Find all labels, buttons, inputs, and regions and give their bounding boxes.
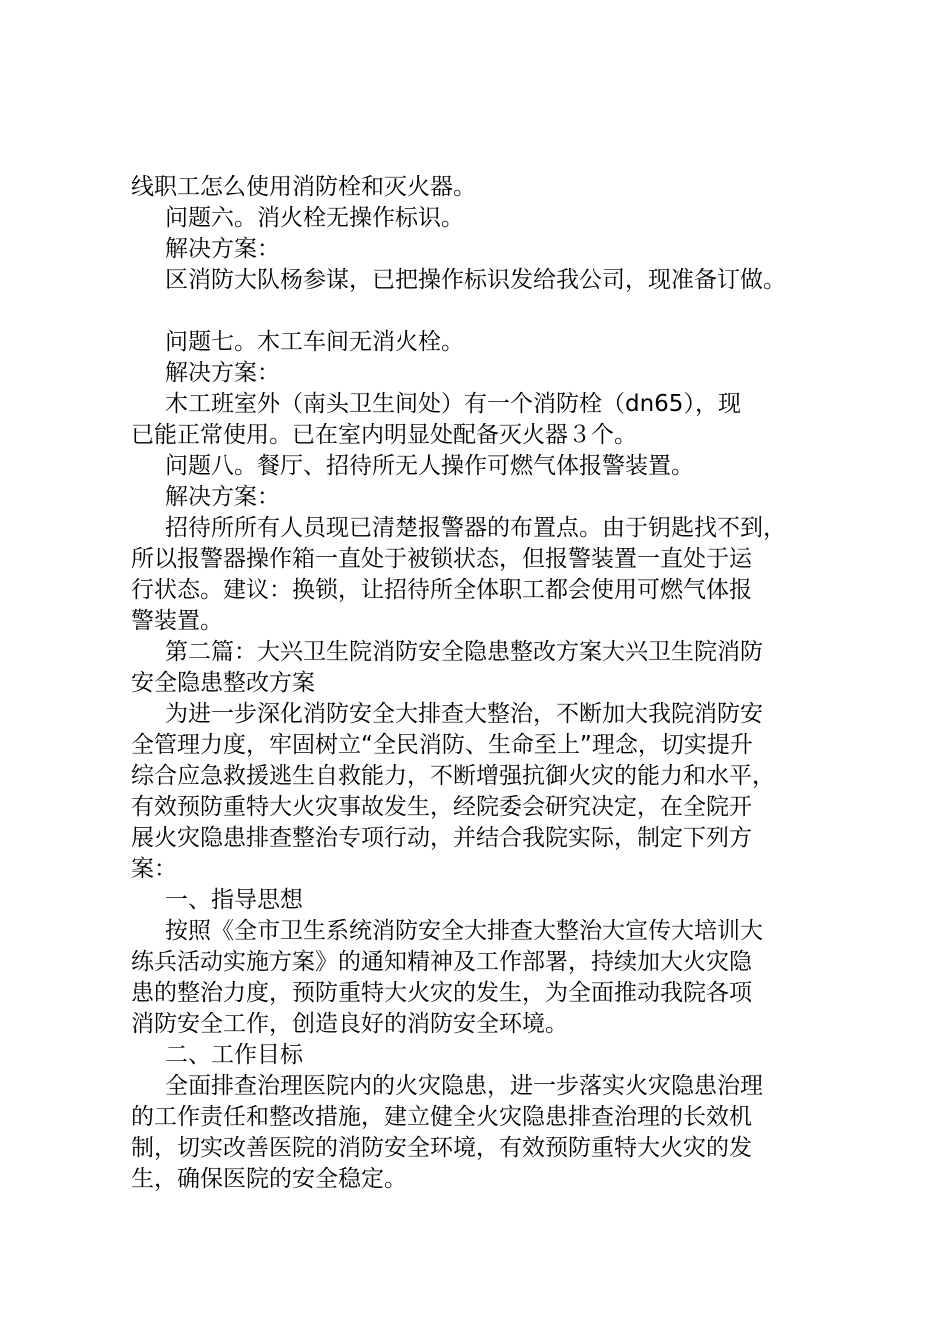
text-line: 全面排查治理医院内的火灾隐患，进一步落实火灾隐患治理 [165,1073,763,1099]
text-line: 练兵活动实施方案》的通知精神及工作部署，持续加大火灾隐 [131,949,752,975]
solution-label: 解决方案： [165,360,280,386]
text-line: 制，切实改善医院的消防安全环境，有效预防重特大火灾的发 [131,1135,752,1161]
solution-label: 解决方案： [165,236,280,262]
text-line: 的工作责任和整改措施，建立健全火灾隐患排查治理的长效机 [131,1104,752,1130]
blank-line [131,296,831,327]
text-line: 有效预防重特大火灾事故发生，经院委会研究决定，在全院开 [131,794,752,820]
text-line: 线职工怎么使用消防栓和灭火器。 [131,174,476,200]
text-line: 行状态。建议：换锁，让招待所全体职工都会使用可燃气体报 [131,577,752,603]
text-line: 案： [131,856,177,882]
text-line: 全管理力度，牢固树立“全民消防、生命至上”理念，切实提升 [131,732,753,758]
text-line: 所以报警器操作箱一直处于被锁状态，但报警装置一直处于运 [131,546,752,572]
text-line: 患的整治力度，预防重特大火灾的发生，为全面推动我院各项 [131,980,752,1006]
text-line: 警装置。 [131,608,223,634]
work-goal-heading: 二、工作目标 [165,1042,303,1068]
text-line: 区消防大队杨参谋，已把操作标识发给我公司，现准备订做。 [165,267,786,293]
section-two-title-cont: 安全隐患整改方案 [131,670,315,696]
guiding-thought-heading: 一、指导思想 [165,887,303,913]
text-line: 生，确保医院的安全稳定。 [131,1166,407,1192]
text-line: 按照《全市卫生系统消防安全大排查大整治大宣传大培训大 [165,918,763,944]
question-eight-heading: 问题八。餐厅、招待所无人操作可燃气体报警装置。 [165,453,694,479]
text-line: 已能正常使用。已在室内明显处配备灭火器３个。 [131,422,637,448]
text-line: 招待所所有人员现已清楚报警器的布置点。由于钥匙找不到， [165,515,786,541]
text-line: 木工班室外（南头卫生间处）有一个消防栓（dn65），现 [165,391,741,417]
section-two-title: 第二篇：大兴卫生院消防安全隐患整改方案大兴卫生院消防 [165,639,763,665]
text-line: 综合应急救援逃生自救能力，不断增强抗御火灾的能力和水平， [131,763,775,789]
text-line: 展火灾隐患排查整治专项行动，并结合我院实际，制定下列方 [131,825,752,851]
solution-label: 解决方案： [165,484,280,510]
text-line: 为进一步深化消防安全大排查大整治，不断加大我院消防安 [165,701,763,727]
text-line: 消防安全工作，创造良好的消防安全环境。 [131,1011,568,1037]
question-seven-heading: 问题七。木工车间无消火栓。 [165,329,464,355]
question-six-heading: 问题六。消火栓无操作标识。 [165,205,464,231]
document-body [131,172,831,1195]
